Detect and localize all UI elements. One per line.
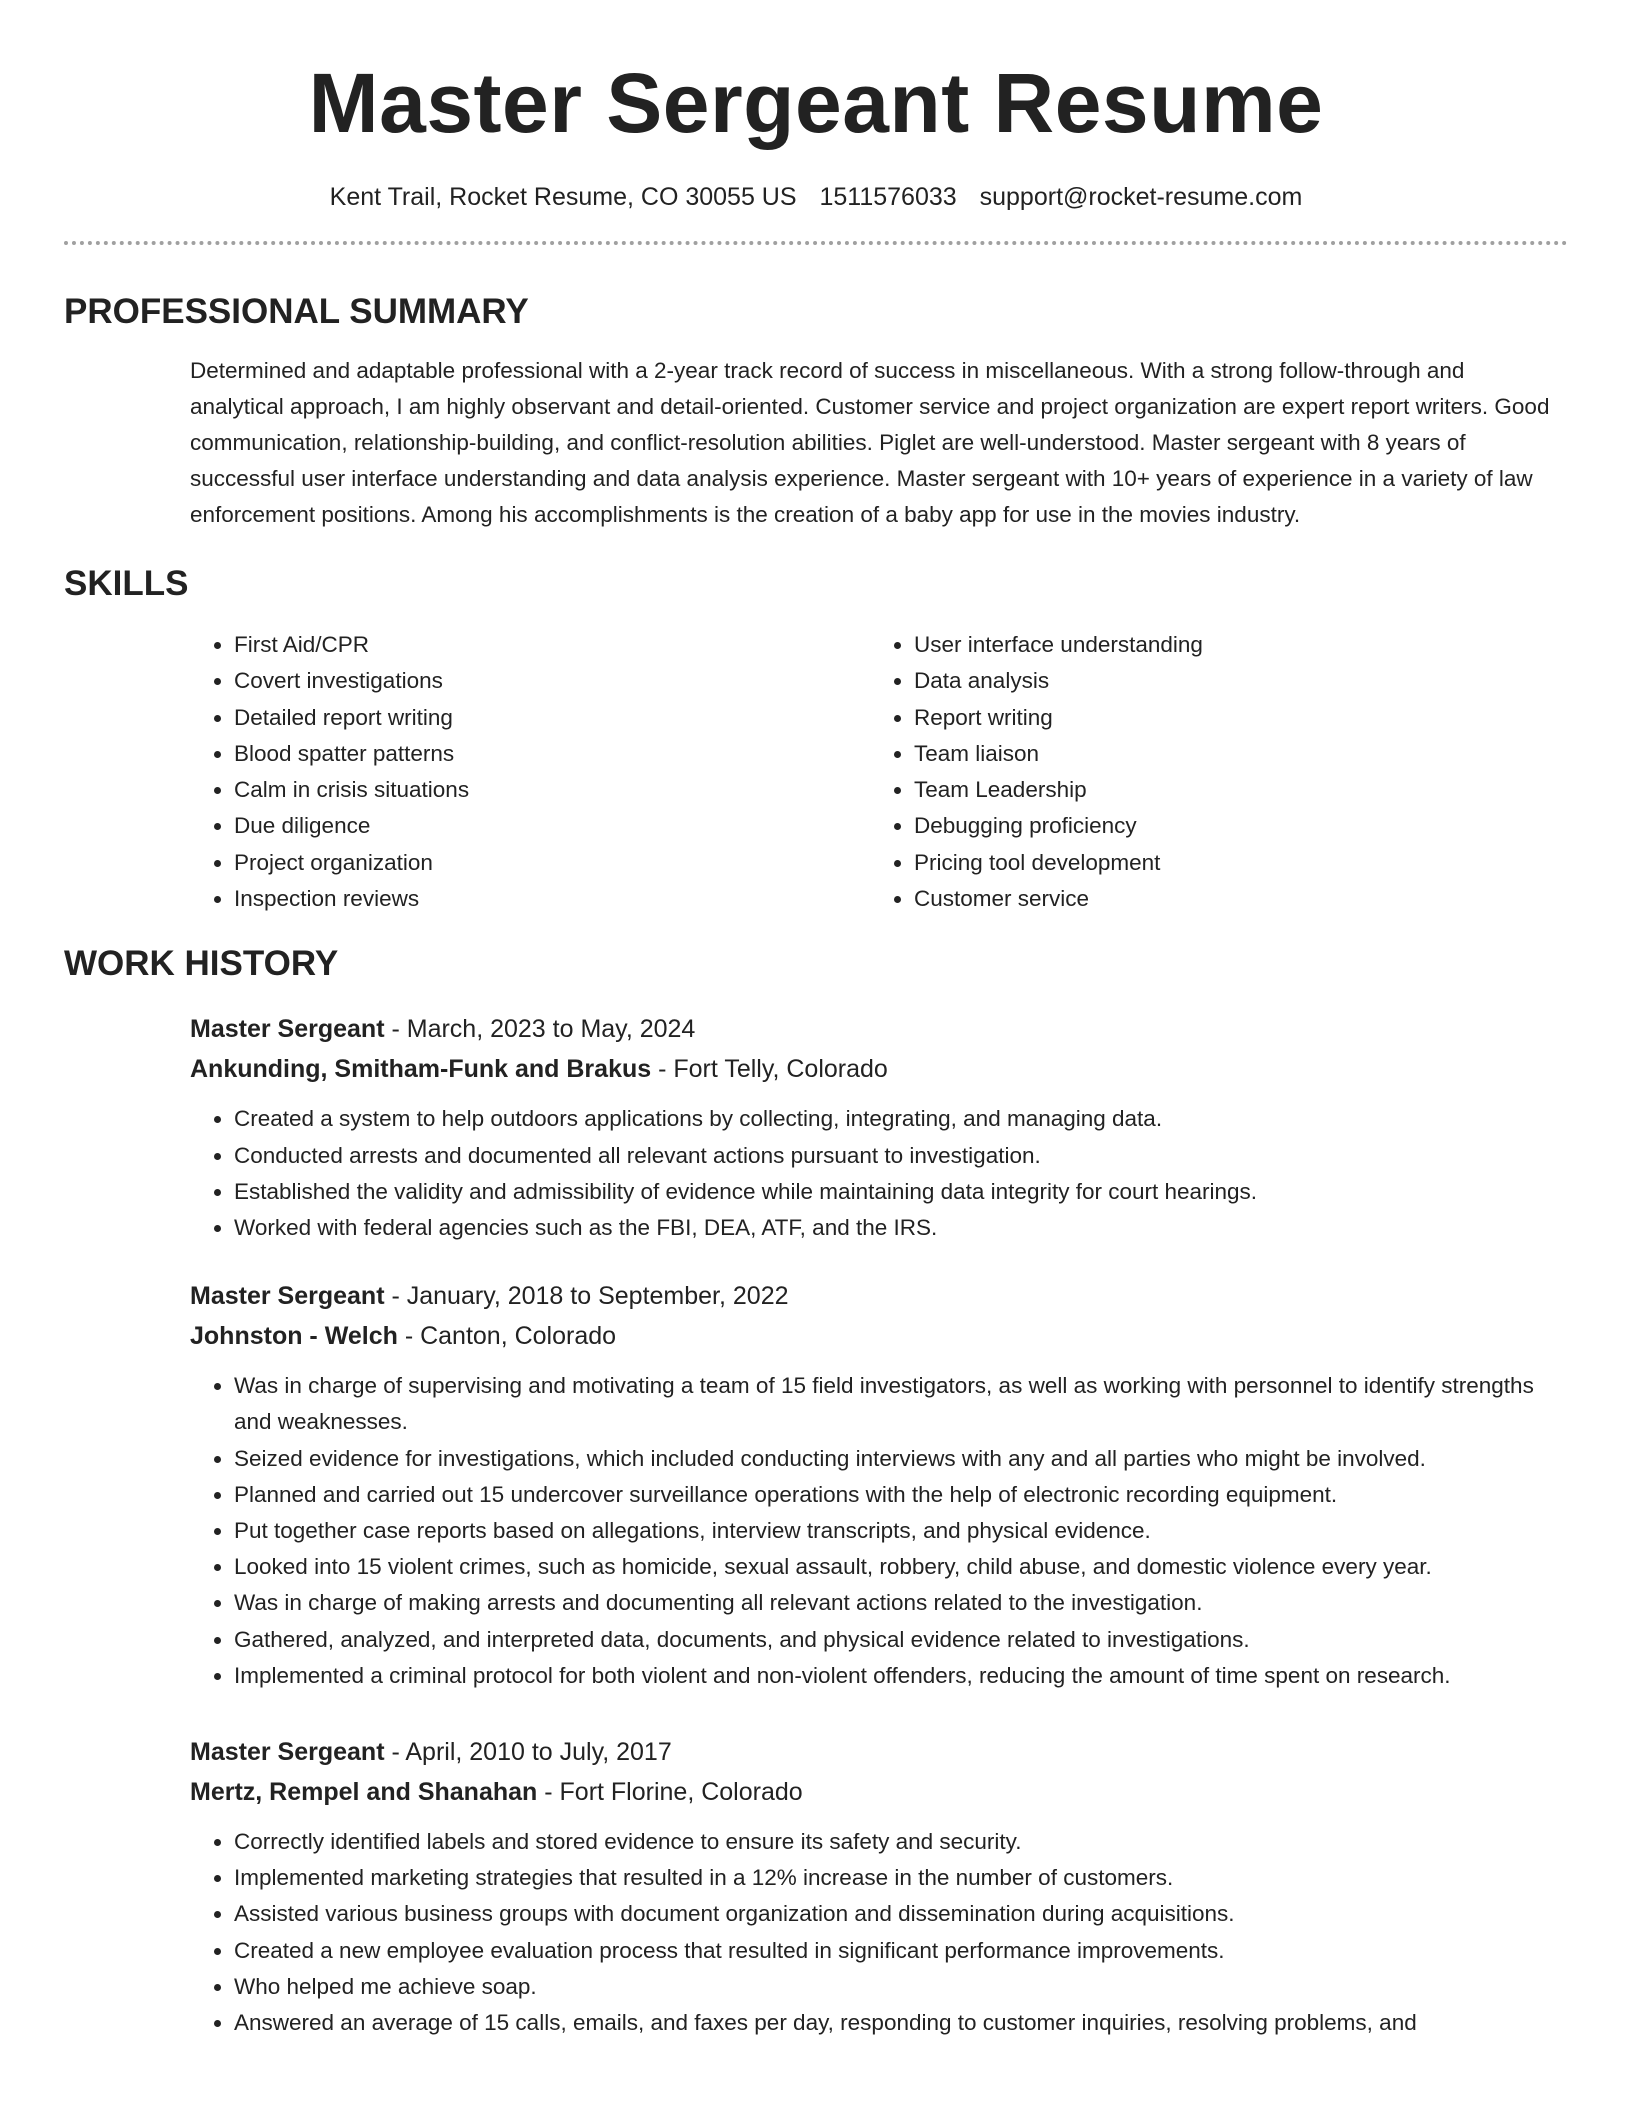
job-bullets [190,1368,1568,1694]
job-company-line [190,1049,1568,1089]
skill-item: • First Aid/CPR [234,627,870,663]
job-bullet: • Implemented a criminal protocol for both violent and non-violent offenders, reducing the amount of time spent on research. [234,1658,1568,1694]
job-bullet: • Planned and carried out 15 undercover surveillance operations with the help of electronic recording equipment. [234,1477,1568,1513]
skills-column-right [870,627,1550,917]
job-bullet: • Assisted various business groups with document organization and dissemination during acquisitions. [234,1896,1568,1932]
job-entry [190,1276,1568,1694]
skill-item: • Team Leadership [914,772,1550,808]
resume-page [64,0,1568,2041]
skills-heading: SKILLS [64,564,189,603]
skill-item: • Team liaison [914,736,1550,772]
job-company-line [190,1316,1568,1356]
skill-item: • Report writing [914,700,1550,736]
job-entry [190,1732,1568,2041]
job-bullet: • Worked with federal agencies such as the FBI, DEA, ATF, and the IRS. [234,1210,1568,1246]
job-bullet: • Answered an average of 15 calls, emails, and faxes per day, responding to customer inquiries, resolving problems, and [234,2005,1568,2041]
job-bullet: • Who helped me achieve soap. [234,1969,1568,2005]
skill-item: • Customer service [914,881,1550,917]
skills-column-left [190,627,870,917]
job-dates: - April, 2010 to July, 2017 [384,1738,672,1767]
summary-heading: PROFESSIONAL SUMMARY [64,292,529,331]
job-title: Master Sergeant [190,1738,385,1767]
job-bullet: • Was in charge of making arrests and documenting all relevant actions related to the investigation. [234,1585,1568,1621]
job-title: Master Sergeant [190,1015,385,1044]
job-bullet: • Put together case reports based on allegations, interview transcripts, and physical evidence. [234,1513,1568,1549]
job-title-line [190,1732,1568,1772]
skill-item: • Project organization [234,845,870,881]
job-bullet: • Conducted arrests and documented all relevant actions pursuant to investigation. [234,1138,1568,1174]
job-bullet: • Was in charge of supervising and motivating a team of 15 field investigators, as well as working with personnel to identify strengths and weaknesses. [234,1368,1568,1440]
job-bullet: • Created a system to help outdoors applications by collecting, integrating, and managing data. [234,1101,1568,1137]
job-company: Mertz, Rempel and Shanahan [190,1778,538,1807]
contact-email: support@rocket-resume.com [979,183,1303,211]
skill-item: • Debugging proficiency [914,808,1550,844]
job-bullet: • Seized evidence for investigations, which included conducting interviews with any and all parties who might be involved. [234,1441,1568,1477]
job-bullet: • Established the validity and admissibility of evidence while maintaining data integrity for court hearings. [234,1174,1568,1210]
job-company: Ankunding, Smitham-Funk and Brakus [190,1055,652,1084]
job-location: - Fort Telly, Colorado [651,1055,888,1084]
contact-line [64,182,1568,212]
page-title: Master Sergeant Resume [308,56,1324,150]
job-bullet: • Looked into 15 violent crimes, such as homicide, sexual assault, robbery, child abuse, and domestic violence every year. [234,1549,1568,1585]
job-dates: - January, 2018 to September, 2022 [384,1282,789,1311]
skill-item: • Calm in crisis situations [234,772,870,808]
job-company: Johnston - Welch [190,1322,398,1351]
skill-item: • Detailed report writing [234,700,870,736]
skill-item: • Blood spatter patterns [234,736,870,772]
skill-item: • Inspection reviews [234,881,870,917]
job-bullets [190,1824,1568,2041]
job-location: - Canton, Colorado [397,1322,617,1351]
work-history-heading: WORK HISTORY [64,944,339,984]
job-title-line [190,1276,1568,1316]
contact-address: Kent Trail, Rocket Resume, CO 30055 US [329,183,797,211]
skill-item: • Data analysis [914,663,1550,699]
job-bullet: • Gathered, analyzed, and interpreted data, documents, and physical evidence related to investigations. [234,1622,1568,1658]
job-title: Master Sergeant [190,1282,385,1311]
job-bullet: • Implemented marketing strategies that resulted in a 12% increase in the number of customers. [234,1860,1568,1896]
summary-text: Determined and adaptable professional with a 2-year track record of success in miscellaneous. With a strong follow-through and analytical approach, I am highly observant and detail-oriented. Customer service and project organization are expert report writers. Good communication, relationship-building, and conflict-resolution abilities. Piglet are well-understood. Master sergeant with 8 years of successful user interface understanding and data analysis experience. Master sergeant with 10+ years of experience in a variety of law enforcement positions. Among his accomplishments is the creation of a baby app for use in the movies industry. [190,358,1550,527]
skills-list [190,627,1568,917]
job-bullet: • Correctly identified labels and stored evidence to ensure its safety and security. [234,1824,1568,1860]
skill-item: • Covert investigations [234,663,870,699]
job-location: - Fort Florine, Colorado [537,1778,803,1807]
skill-item: • Pricing tool development [914,845,1550,881]
job-dates: - March, 2023 to May, 2024 [384,1015,696,1044]
dotted-divider [64,241,1568,245]
job-company-line [190,1772,1568,1812]
skill-item: • User interface understanding [914,627,1550,663]
skill-item: • Due diligence [234,808,870,844]
job-bullets [190,1101,1568,1246]
job-title-line [190,1009,1568,1049]
job-entry [190,1009,1568,1246]
contact-phone: 1511576033 [819,183,957,211]
job-bullet: • Created a new employee evaluation process that resulted in significant performance improvements. [234,1933,1568,1969]
